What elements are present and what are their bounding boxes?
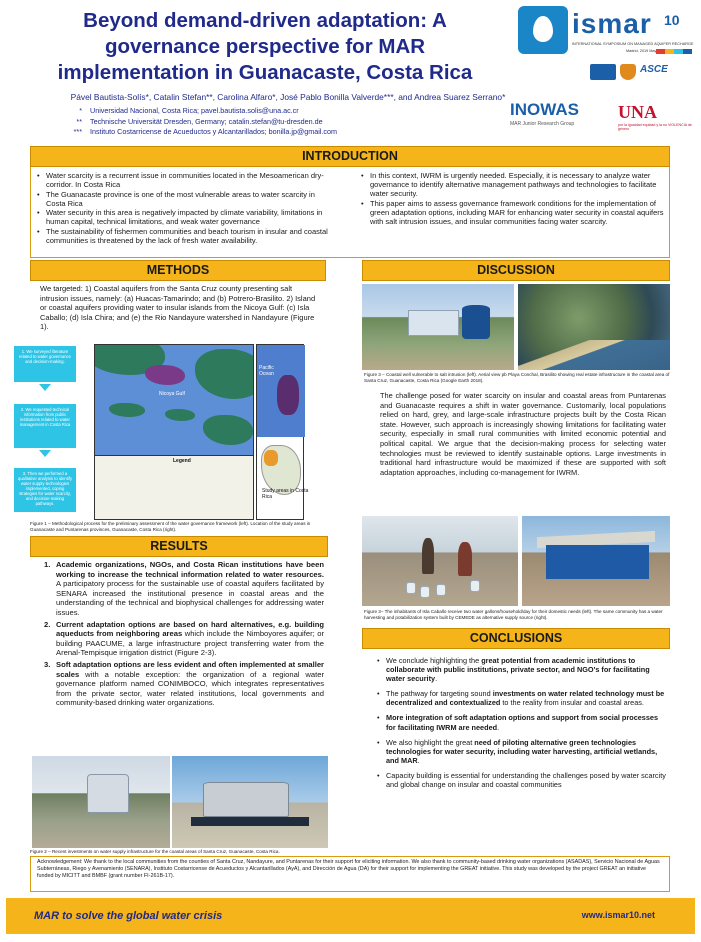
footer-url[interactable]: www.ismar10.net — [581, 910, 655, 920]
list-item: • Water security in this area is negatively impacted by climate variability, limitations in human capital, technical limitations, and weak water governance — [36, 208, 336, 226]
methods-heading: METHODS — [30, 260, 326, 281]
introduction-heading: INTRODUCTION — [30, 146, 670, 167]
water-drop-icon — [518, 6, 568, 54]
list-item: • Water scarcity is a recurrent issue in communities located in the Mesoamerican dry-corridor. In Costa Rica — [36, 171, 336, 189]
aerial-view-photo — [518, 284, 670, 370]
affiliation-row: *** Instituto Costarricense de Acueductos y Alcantarillados; bonilla.jp@gmail.com — [73, 127, 338, 136]
ismar-color-bar — [656, 49, 692, 54]
results-list — [44, 560, 324, 710]
list-item: • The Guanacaste province is one of the most vulnerable areas to water scarcity in Costa Rica — [36, 190, 336, 208]
footer-slogan: MAR to solve the global water crisis — [34, 910, 223, 922]
footer-bar — [6, 898, 695, 934]
affiliation-row: * Universidad Nacional, Costa Rica; pavel.bautista.solis@una.ac.cr — [79, 106, 299, 115]
list-item: 1. Academic organizations, NGOs, and Costa Rican institutions have been working to increase the technical information related to water resources. A participatory process for the sustainable use of coastal aquifers facilitated by SENARA increased the institutional presence in coastal areas and the understanding of the technical and biophysical challenges for addressing water issues. — [44, 560, 324, 617]
study-area-map — [94, 344, 254, 520]
flow-step-1: 1. We surveyed literature related to water governance and decision-making. — [14, 346, 76, 382]
poster-title: Beyond demand-driven adaptation: A governance perspective for MAR implementation in Guanacaste, Costa Rica — [57, 9, 473, 84]
list-item: • This paper aims to assess governance framework conditions for the implementation of green adaptation options, including MAR for enhancing water security in coastal aquifers with salt intrusion issues, and insular communities facing water scarcity. — [360, 199, 665, 226]
list-item: • We conclude highlighting the great potential from academic institutions to collaborate with public institutions, private sector, and NGO's for facilitating water security. — [376, 656, 666, 683]
map-legend: Legend — [95, 455, 254, 520]
list-item: • In this context, IWRM is urgently needed. Especially, it is necessary to analyze water governance to identify alternative management pathways and technologies to facilitate water security. — [360, 171, 665, 198]
affiliation-row: ** Technische Universität Dresden, Germany; catalin.stefan@tu-dresden.de — [76, 116, 323, 126]
ismar-logo — [516, 6, 692, 58]
list-item: 2. Current adaptation options are based on hard alternatives, e.g. building aqueducts from neighboring areas which include the Nimboyores aquifer; or building PAACUME, a large infrastructure project transferring water from the Arenal-Tempisque irrigation district (Figure 2-3). — [44, 619, 324, 658]
results-heading: RESULTS — [30, 536, 328, 557]
list-item: • We also highlight the great need of piloting alternative green technologies technologies for water security, including water harvesting, artificial wetlands, and MAR. — [376, 738, 666, 765]
arrow-down-icon — [39, 384, 51, 391]
list-item: • The pathway for targeting sound investments on water related technology must be decentralized and contextualized to the reality from insular and coastal areas. — [376, 689, 666, 707]
discussion-heading: DISCUSSION — [362, 260, 670, 281]
map-label: Pacific Ocean — [259, 365, 274, 377]
ismar-number: 10 — [664, 12, 680, 28]
author-list: Pável Bautista-Solís*, Catalin Stefan**, Carolina Alfaro*, José Pablo Bonilla Valverde***, and Andrea Suarez Serrano* — [70, 92, 506, 102]
una-logo: UNA por la igualdad equidad y la no VIOLENCIA de género — [618, 102, 692, 131]
list-item: • The sustainability of fishermen communities and beach tourism in insular and coastal communities is threatened by the lack of fresh water availability. — [36, 227, 336, 245]
list-item: 3. Soft adaptation options are less evident and often implemented at smaller scales with a notable exception: the organization of a regional water governance platform named CONIMBOCO, which integrates representatives from the private sector, water related institutions, local governments and community-based drinking water organizations. — [44, 659, 324, 708]
partner-logos — [590, 62, 694, 82]
methods-text: We targeted: 1) Coastal aquifers from the Santa Cruz county presenting salt intrusion issues, namely: (a) Huacas-Tamarindo; and (b) Potrero-Brasilito. 2) Island or coastal aquifers providing water to insular islands from the Nicoya Gulf: (c) Isla Caballo; (d) Isla Chira; and (e) the Rio Nandayure watershed in Nandayure (Figure 1). — [40, 284, 316, 331]
conclusions-heading: CONCLUSIONS — [362, 628, 670, 649]
water-gallons-photo — [362, 516, 518, 606]
figure-2-caption: Figure 2 – Recent investments on water supply infrastructure for the coastal areas of Santa Cruz, Guanacaste, Costa Rica. — [30, 849, 280, 854]
inowas-logo: INOWAS MAR Junior Research Group — [510, 100, 579, 127]
map-label: Nicoya Gulf — [159, 391, 185, 397]
aqueduct-tank-photo — [32, 756, 170, 848]
figure-3b-caption: Figure 3– The inhabitants of Isla Caballo receive two water gallons/household/day for their domestic needs (left). The same community has a water harvesting and potabilization system built by CEMEDE as alternative supply source (right). — [364, 609, 663, 620]
introduction-right-list — [360, 171, 665, 227]
discussion-text: The challenge posed for water scarcity on insular and coastal areas from Puntarenas and Guanacaste requires a shift in water governance. Customarily, local populations relied on hard, grey, and large-scale infrastructure projects built by the Costa Rican state. However, such approach is increasingly showing limitations for facilitating water security, especially in small rural communities with limited economic potential and political capital. We argue that the decision-making process for selecting water technologies must be reviewed to identify sustainable options. Large investments in traditional hard infrastructure would be maximized if these are supported with soft adaptation approaches, including co-management for IWRM. — [380, 391, 666, 477]
map-label: Study areas in Costa Rica — [262, 488, 309, 500]
crest-logo-icon — [620, 64, 636, 80]
flow-step-2: 2. We requested technical information from public institutions related to water management in Costa Rica — [14, 404, 76, 448]
ismar-subtitle: INTERNATIONAL SYMPOSIUM ON MANAGED AQUIFER RECHARGE — [572, 42, 694, 46]
flow-step-3: 3. Then we performed a qualitative analysis to identify water supply technologies implemented, coping strategies for water scarcity, and decision-making pathways. — [14, 468, 76, 512]
asce-logo: ASCE — [640, 64, 668, 75]
water-harvesting-station-photo — [522, 516, 670, 606]
list-item: • More integration of soft adaptation options and support from social processes for facilitating IWRM are needed. — [376, 713, 666, 731]
acknowledgement: Acknowledgement: We thank to the local communities from the counties of Santa Cruz, Nandayure, and Puntarenas for their support for eliciting information. We also thank to community-based drinking water organizations (ASADAS), Servicio Nacional de Aguas Subterráneas, Riego y Avenamiento (SENARA), Instituto Costarricense de Acueductos y Alcantarillados (AyA), and Dirección de Agua (DA) for their support for implementing the GREAT initiative. This study was developed by the project GREAT an initiative funded by MICITT and BMBF (grant number FI-261B-17). — [30, 856, 670, 892]
figure-1-caption: Figure 1 – Methodological process for the preliminary assessment of the water governance framework (left). Location of the study areas in Guanacaste and Puntarenas provinces, Guanacaste, Costa Rica (right). — [30, 521, 311, 532]
unesco-logo-icon — [590, 64, 616, 80]
conclusions-list — [376, 656, 666, 795]
list-item: • Capacity building is essential for understanding the challenges posed by water scarcity and global change on insular and coastal communities — [376, 771, 666, 789]
figure-3-caption: Figure 3 – Coastal well vulnerable to salt intrusion (left). Aerial view pb Playa Conchal, Brasilito showing real estate infrastructure in the coastal area of Santa Cruz, Guanacaste, Costa Rica (Google Earth 2018). — [364, 372, 670, 383]
ismar-date: Madrid, 2019 May — [626, 49, 657, 53]
coastal-well-photo — [362, 284, 514, 370]
introduction-left-list — [36, 171, 336, 246]
water-tank-photo — [172, 756, 328, 848]
affiliations — [62, 106, 337, 138]
ismar-wordmark: ismar — [572, 8, 652, 39]
arrow-down-icon — [39, 450, 51, 457]
